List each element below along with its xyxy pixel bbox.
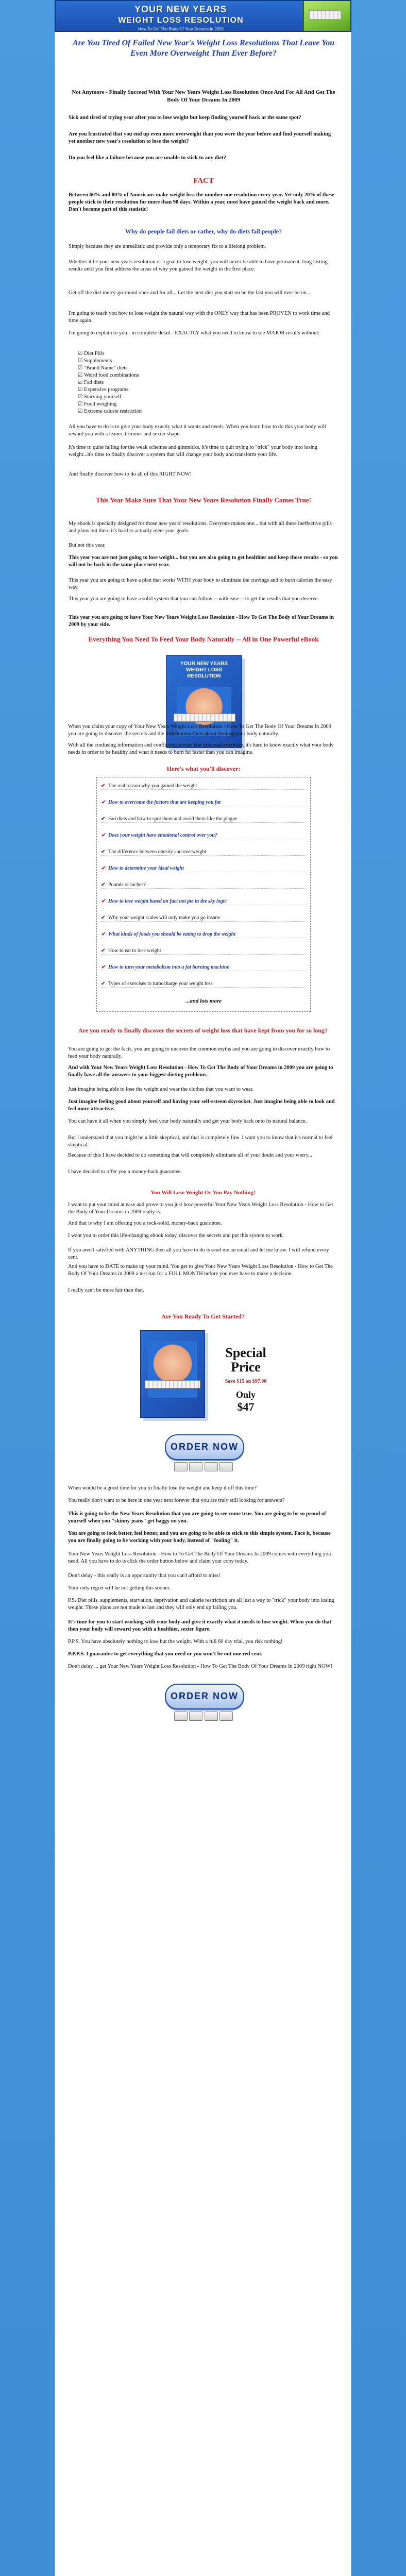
feature-list-more: ...and lots more: [185, 998, 222, 1004]
check-icon: ✔: [101, 816, 106, 822]
list-item: ☑ Weird food combinations: [78, 372, 142, 379]
feature-item: ✔ How to lose weight based on fact not pie in the sky logic: [101, 898, 306, 905]
list-item: ☑ Diet Pills: [78, 350, 142, 358]
ebook-p2-text: With all the confusing information and conflicting stories that you read everyday, it's hard to know exactly what your body needs in order to be healthy and what it needs to burn fat faster than you can imagine.: [68, 742, 334, 755]
nothing-p1: I want to put your mind at ease and prove to you just how powerful Your New Years Weight Loss Resolution - How to Get the Body of Your Dreams in 2009 really is.: [68, 1202, 333, 1215]
closing-p10: P.P.S. You have absolutely nothing to lose but the weight. With a full 60 day trial, you risk nothing!: [68, 1639, 283, 1645]
same-p1: My ebook is specially designed for those new years' resolutions. Everyone makes one... but with all these ineffective pills and plans out there it's hard to actually meet your goals.: [69, 521, 332, 534]
feature-item: ✔ How to eat to lose weight: [101, 947, 306, 955]
amex-icon: [205, 1462, 218, 1471]
why-p7: It's time to quite falling for the weak schemes and gimmicks, it's time to quit trying to "trick" your body into losing weight...it's time to finally discover a system that will change your body and transform your life.: [69, 445, 318, 457]
offer-heading: Are You Ready To Get Started?: [161, 1313, 245, 1320]
feature-item: ✔ What kinds of foods you should be eating to drop the weight: [101, 931, 306, 938]
feature-item: ✔ Why your weight scales will only make you go insane: [101, 914, 306, 922]
closing-p1: When would be a good time for you to finally lose the weight and keep it off this time?: [68, 1485, 257, 1491]
special-price-label: Special Price: [225, 1345, 266, 1375]
list-item: ☑ Starving yourself: [78, 394, 142, 401]
list-item: ☑ Expensive programs: [78, 386, 142, 394]
feature-item: ✔ How to turn your metabolism into a fat burning machine: [101, 964, 306, 971]
feature-item: ✔ How to determine your ideal weight: [101, 865, 306, 872]
mastercard-icon: [189, 1462, 202, 1471]
list-item: ☑ "Brand Name" diets: [78, 365, 142, 372]
closing-p5: Your New Years Weight Loss Resolution - How to To Get The Body Of Your Dreams In 2009 comes with everything you need. All you have to do is click the order button below and claim your copy today.: [68, 1551, 331, 1564]
list-item: ☑ Supplements: [78, 358, 142, 365]
closing-p12: Don't delay ... get Your New Years Weight Loss Resolution - How To Get The Body Of Your Dreams In 2009 right NOW!: [68, 1664, 333, 1669]
fact-body: Between 60% and 80% of Americans make weight loss the number one resolution every year. Yet only 20% of these people stick to their resolution for more than 90 days. Within a year, most have gained the weight back and more. Don't become part of this statistic!: [69, 192, 334, 212]
closing-p6: Don't delay - this really is an opportunity that you can't afford to miss!: [68, 1573, 221, 1579]
feature-item: ✔ The difference between obesity and overweight: [101, 849, 306, 856]
why-p4: I'm going to teach you how to lose weight the natural way with the ONLY way that has been PROVEN to work time and time again.: [69, 311, 330, 324]
why-heading: Why do people fail diets or rather, why do diets fail people?: [125, 228, 282, 235]
ready-p4: Just imagine feeling good about yourself and having your self-esteem skyrocket. Just imagine being able to look and feel more attractive.: [68, 1099, 335, 1112]
fact-heading: FACT: [193, 177, 214, 185]
closing-p2: You really don't want to be here in one year next forever that you are truly still looking for answers?: [68, 1498, 285, 1503]
list-item: ☑ Food weighing: [78, 401, 142, 408]
check-icon: ✔: [101, 833, 106, 838]
header-tagline: How To Get The Body Of Your Dreams In 2009: [138, 27, 224, 31]
ready-p2: And with Your New Years Weight Loss Resolution - How To Get The Body of Your Dreams in 2009 you are going to finally have all the answers to your biggest dieting problems.: [68, 1065, 333, 1078]
why-p1: Simply because they are unrealistic and provide only a temporary fix to a lifelong problem.: [69, 244, 266, 249]
header-title-line2: WEIGHT LOSS RESOLUTION: [118, 16, 244, 25]
closing-p11: P.P.P.S. I guarantee to get everything that you need or you won't be out one red cent.: [68, 1651, 263, 1657]
order-now-button-bottom[interactable]: ORDER NOW: [165, 1684, 244, 1709]
only-label: Only: [235, 1389, 256, 1400]
check-icon: ✔: [101, 800, 106, 805]
feature-item: ✔ Pounds or inches?: [101, 882, 306, 889]
same-p6: This year you are going to have Your New Years Weight Loss Resolution - How To Get The Body of Your Dreams in 2009 by your side.: [69, 615, 334, 628]
visa-icon: [174, 1462, 188, 1471]
closing-p8: P.S. Diet pills, supplements, starvation, deprivation and calorie restriction are all just a way to "trick" your body into losing weight. These plans are not made to last and they will only end up failing you.: [68, 1598, 334, 1611]
check-icon: ✔: [101, 931, 106, 937]
nothing-heading: You Will Lose Weight Or You Pay Nothing!: [150, 1190, 256, 1196]
same-p5: This year you are going to have a solid system that you can follow -- with ease -- to get the results that you deserve.: [69, 596, 319, 602]
list-item: ☑ Extreme calorie restriction: [78, 408, 142, 415]
check-icon: ✔: [101, 783, 106, 789]
same-p2: But not this year.: [69, 543, 106, 548]
ebook-cover-title: YOUR NEW YEARS WEIGHT LOSS RESOLUTION: [180, 661, 228, 679]
intro-question-3: Do you feel like a failure because you are unable to stick to any diet?: [69, 155, 226, 161]
feature-list-box: [96, 765, 311, 1012]
ready-p8: I have decided to offer you a money-back guarantee.: [68, 1169, 182, 1175]
closing-p9: It's time for you to start working with your body and give it exactly what it needs to lose weight. When you do that then your body will reward you with a healthier, sexier figure.: [68, 1619, 332, 1632]
amex-icon: [205, 1711, 218, 1721]
measuring-tape-icon: [145, 1380, 200, 1388]
ebook-heading: Everything You Need To Feed Your Body Naturally -- All in One Powerful eBook: [88, 635, 319, 643]
order-now-button[interactable]: ORDER NOW: [165, 1434, 244, 1460]
nothing-p2: And that is why I am offering you a rock-solid, money-back guarantee.: [68, 1221, 222, 1226]
visa-icon: [174, 1711, 188, 1721]
nothing-p5: And you have to DATE to make up your mind. You get to give Your New Years Weight Loss Resolution - How to Get The Body Of Your Dreams in 2009 a test run for a FULL MONTH before you ever have to make a decision.: [68, 1264, 333, 1277]
why-p5: I'm going to explain to you - in complete detail - EXACTLY what you need to know to see MAJOR results without:: [69, 330, 320, 336]
same-p4: This year you are going to have a plan that works WITH your body to eliminate the cravings and to burn calories the easy way.: [69, 578, 332, 590]
why-p6: All you have to do is to give your body exactly what it wants and needs. When you learn how to do this your body will reward you with a leaner, trimmer and sexier shape.: [69, 424, 326, 437]
check-icon: ✔: [101, 849, 106, 855]
ebook-p1-text: When you claim your copy of Your New Years Weight Loss Resolution - How To Get The Body Of Your Dreams In 2009 you are going to discover the secrets and the little known facts about feeding your body naturally.: [68, 724, 331, 737]
was-price: Save $15 on $97.00: [225, 1379, 267, 1384]
hero-title: Are You Tired Of Failed New Year's Weight Loss Resolutions That Leave You Even More Overweight Than Ever Before?: [72, 39, 335, 58]
closing-p4: You are going to look better, feel better, and you are going to be able to stick to this simple system. Face it, because you are finally going to be working with your body, instead of "fooling" it.: [68, 1531, 331, 1544]
mastercard-icon: [189, 1711, 202, 1721]
ready-p1: You are going to get the facts, you are going to uncover the common myths and you are going to discover exactly how to feed your body naturally.: [68, 1046, 330, 1059]
why-p8: And finally discover how to do all of this RIGHT NOW!: [69, 471, 192, 477]
feature-item: ✔ How to overcome the factors that are keeping you fat: [101, 799, 306, 806]
ready-heading: Are you ready to finally discover the secrets of weight loss that have kept from you for so long?: [78, 1027, 328, 1034]
ready-p5: You can have it all when you simply feed your body naturally and get your body back onto its natural balance.: [68, 1118, 307, 1124]
why-p2: Whether it be your new years resolution or a goal to lose weight, you will never be able to have permanent, long lasting results until you first address the areas of why you gained the weight in the first place.: [69, 259, 328, 272]
closing-p3: This is going to be the New Years Resolution that you are going to see come true. You are going to be so proud of yourself when you "skinny jeans" get baggy on you.: [68, 1511, 326, 1524]
price-product-image: [140, 1330, 205, 1418]
header-title-line1: YOUR NEW YEARS: [134, 4, 227, 14]
why-p3: Get off the diet merry-go-round once and for all... Let the next diet you start on be the last you will ever be on...: [69, 290, 311, 296]
ready-p6: But I understand that you might be a little skeptical, and that is completely fine. I want you to know that it's normal to feel skeptical.: [68, 1135, 333, 1148]
list-item: ☑ Fad diets: [78, 379, 142, 386]
ready-p3: Just imagine being able to lose the weight and wear the clothes that you want to wear.: [68, 1087, 254, 1092]
discover-icon: [219, 1462, 233, 1471]
check-icon: ✔: [101, 948, 106, 954]
feature-item: ✔ Fad diets and how to spot them and avoid them like the plague: [101, 816, 306, 823]
feature-item: ✔ Does your weight have emotional control over you?: [101, 832, 306, 839]
nothing-p4: If you aren't satisfied with ANYTHING then all you have to do is send me an email and let me know. I will refund every cent.: [68, 1247, 329, 1260]
same-heading: This Year Make Sure That Your New Years Resolution Finally Comes True!: [96, 496, 311, 504]
feature-item: ✔ Types of exercises to turbocharge your weight loss: [101, 980, 306, 988]
hero-subtitle: Not Anymore - Finally Succeed With Your New Years Weight Loss Resolution Once And For All And Get The Body Of Your Dreams In 2009: [72, 89, 335, 103]
check-icon: ✔: [101, 882, 106, 888]
feature-list-heading: Here's what you'll discover:: [166, 765, 241, 772]
check-icon: ✔: [101, 964, 106, 970]
intro-question-2: Are you frustrated that you end up even more overweight than you were the year before and find yourself making yet another new year's resolution to lose the weight?: [69, 131, 331, 144]
check-icon: ✔: [101, 899, 106, 904]
same-p3: This year you are not just going to lose weight... but you are also going to get healthier and keep those results - so you will not be back in the same place next year.: [69, 555, 338, 568]
intro-question-1: Sick and tired of trying year after you to lose weight but keep finding yourself back at the same spot?: [69, 115, 301, 121]
check-icon: ✔: [101, 915, 106, 921]
payment-cards: [174, 1462, 233, 1471]
check-icon: ✔: [101, 866, 106, 871]
content-flow: [68, 32, 338, 2576]
nothing-p3: I want you to order this life-changing ebook today, discover the secrets and put this system to work.: [68, 1233, 284, 1239]
measuring-tape-icon: [303, 1, 350, 31]
price-value: $47: [237, 1400, 255, 1413]
ready-p7: Because of this I have decided to do something that will completely eliminate all of your doubt and your worry...: [68, 1153, 313, 1158]
closing-p7: Your only regret will be not getting this sooner.: [68, 1585, 171, 1591]
check-icon: ✔: [101, 981, 106, 987]
feature-item: ✔ The real reason why you gained the weight: [101, 783, 306, 790]
payment-cards-bottom: [174, 1711, 233, 1721]
product-photo: [148, 1341, 197, 1398]
nothing-p6: I really can't be more fair than that.: [68, 1287, 144, 1293]
discover-icon: [219, 1711, 233, 1721]
header-banner: [55, 0, 351, 32]
